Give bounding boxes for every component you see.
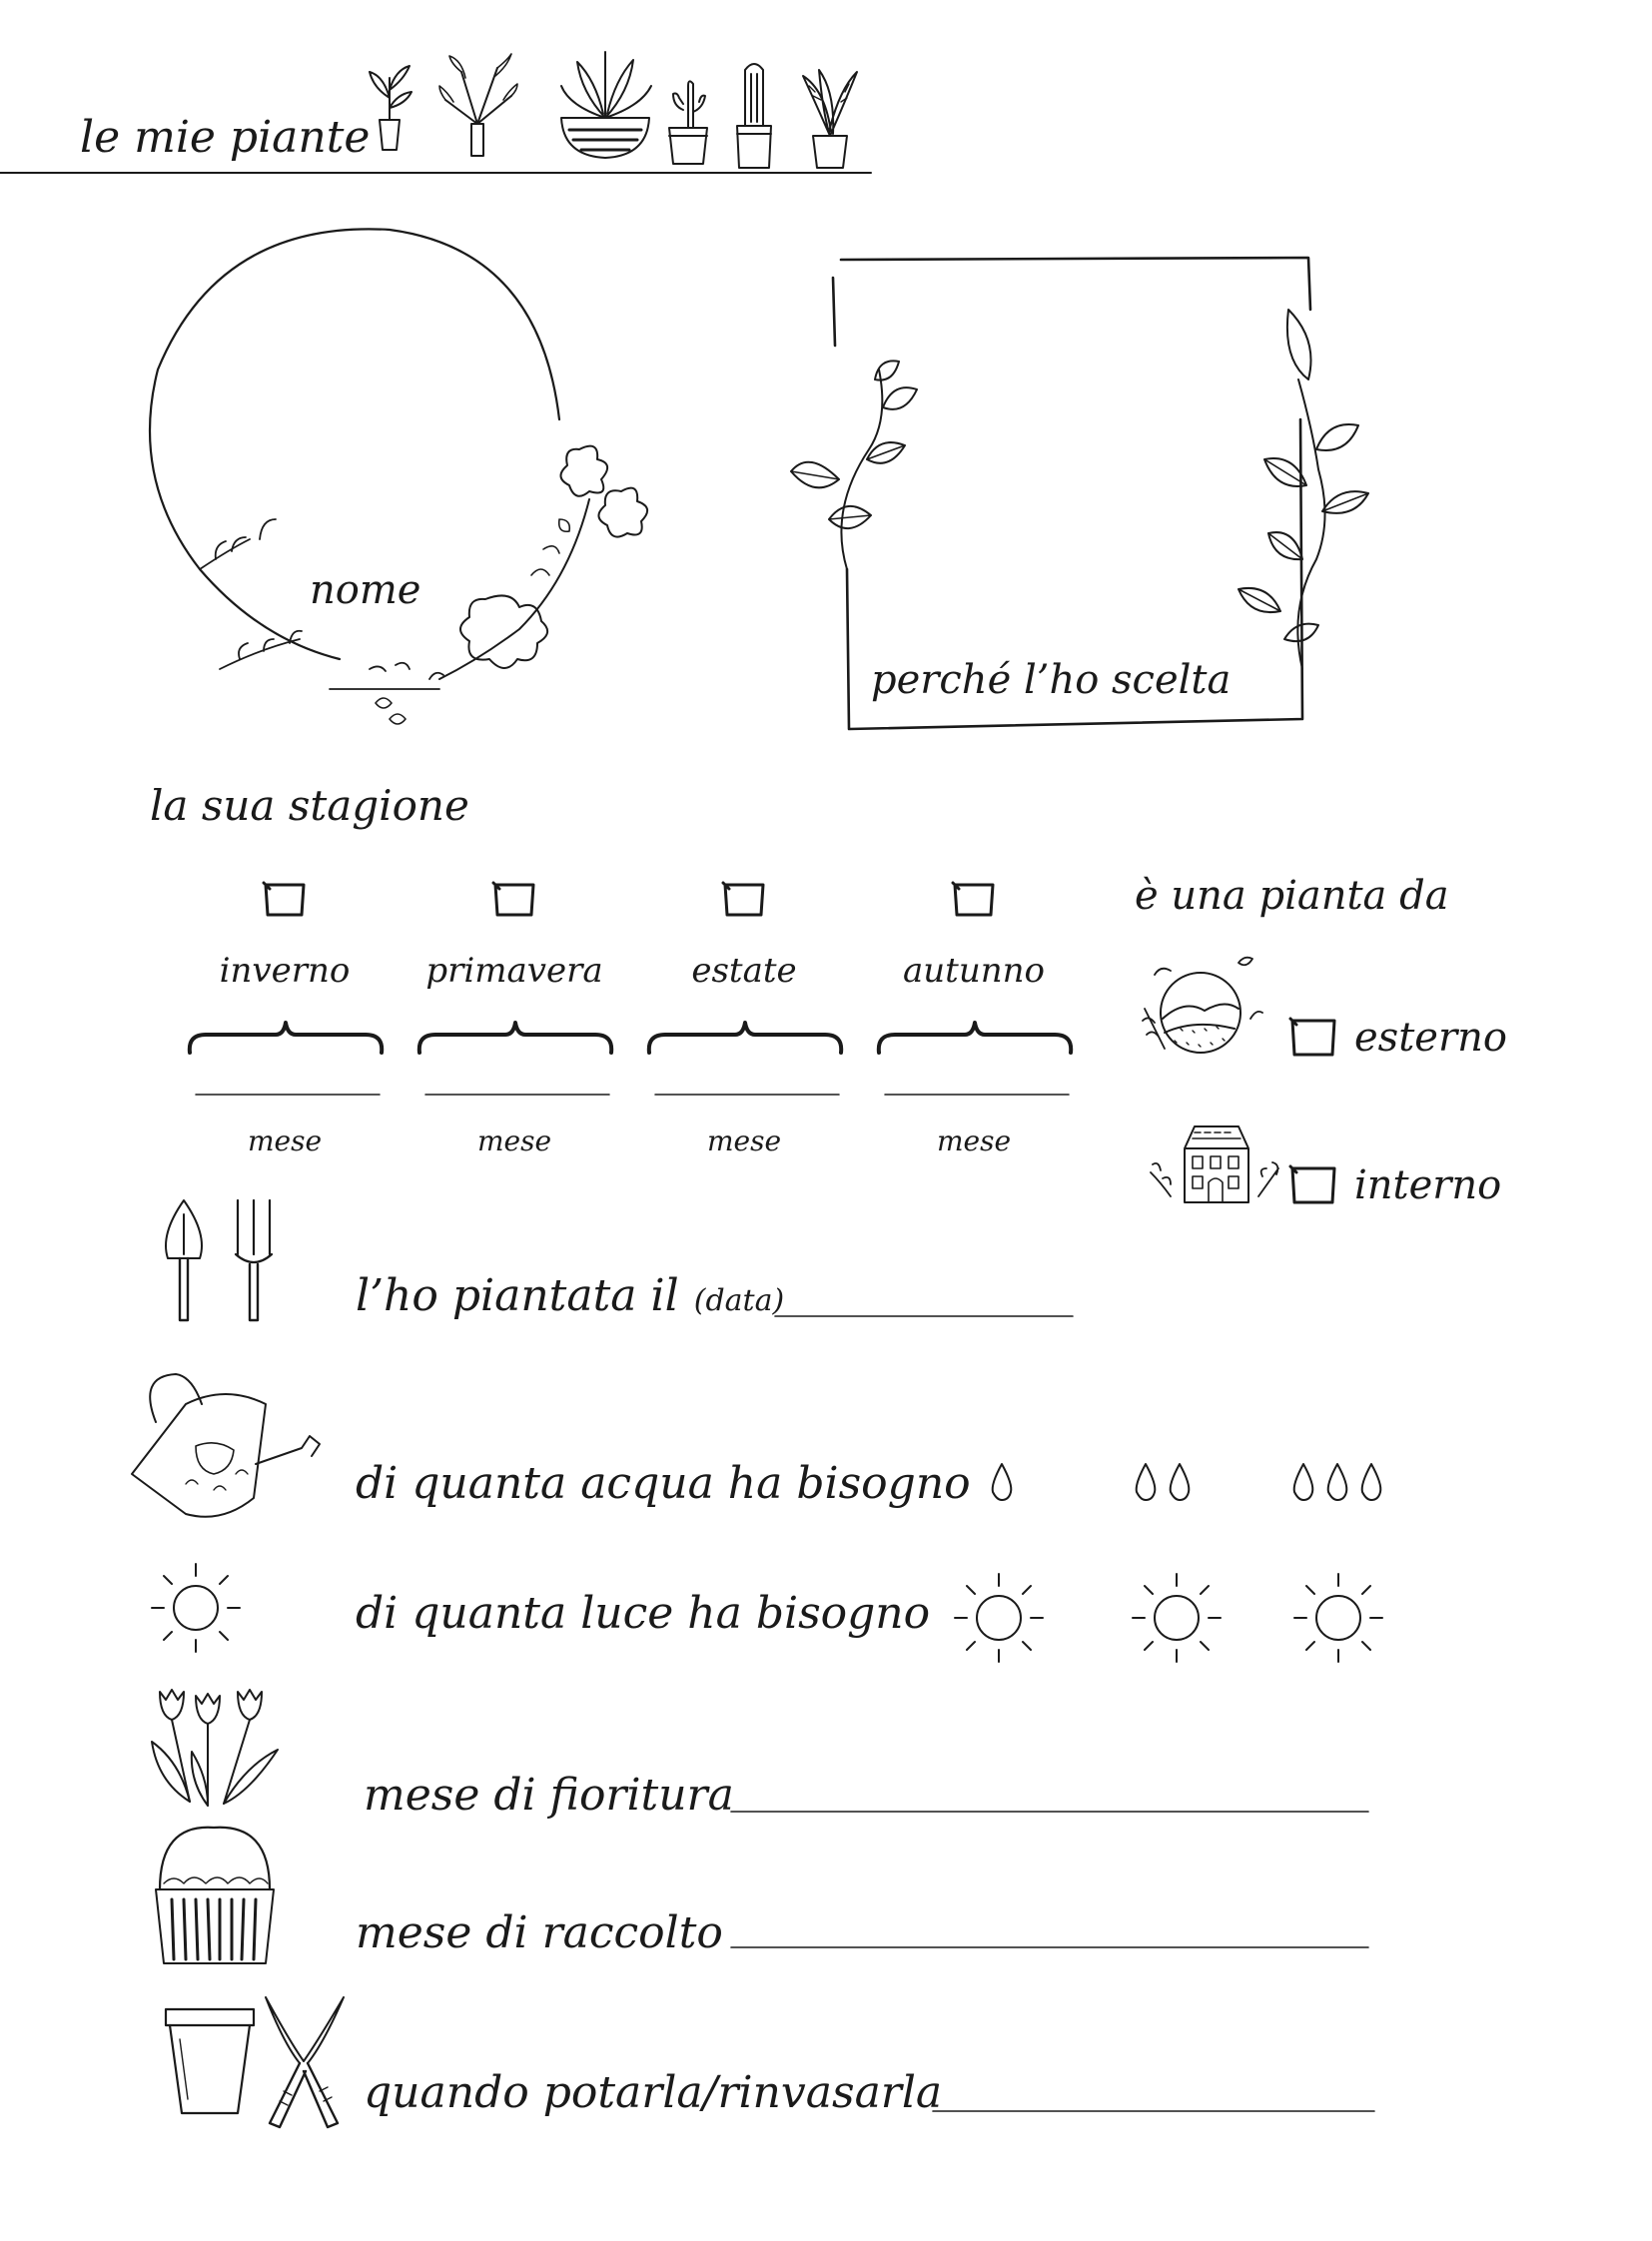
season-label: primavera [425,951,603,991]
season-label: autunno [903,951,1045,991]
cactus-icon [663,70,713,170]
outdoor-label: esterno [1354,1015,1507,1061]
season-checkbox-estate[interactable] [719,879,769,919]
season-checkbox-inverno[interactable] [260,879,310,919]
landscape-icon [1135,949,1264,1069]
planted-date-line[interactable] [773,1314,1077,1318]
season-label: estate [691,951,797,991]
season-option-autunno[interactable] [869,879,1079,1178]
month-label: mese [476,1124,552,1157]
water-label: di quanta acqua ha bisogno [356,1458,971,1509]
watering-can-icon [126,1364,326,1530]
sun-icon [146,1558,246,1658]
season-brace [875,1019,1075,1059]
season-brace [415,1019,615,1059]
season-title: la sua stagione [150,781,469,830]
location-title: è una pianta da [1135,873,1449,919]
season-option-primavera[interactable] [410,879,619,1178]
month-line [423,1093,613,1097]
house-icon [1145,1113,1284,1212]
bloom-label: mese di fioritura [364,1770,734,1821]
name-wreath [140,220,659,729]
month-label: mese [247,1124,323,1157]
month-label: mese [706,1124,782,1157]
bloom-line[interactable] [729,1810,1372,1814]
indoor-checkbox[interactable] [1286,1162,1340,1206]
season-option-estate[interactable] [639,879,849,1178]
planted-hint: (data) [693,1283,785,1318]
pruning-shears-icon [260,1991,350,2131]
basket-icon [150,1824,280,1967]
water-level-2-icon[interactable] [1131,1460,1199,1504]
page-title: le mie piante [80,112,371,163]
reason-label: perché l’ho scelta [871,657,1232,703]
light-level-3-icon[interactable] [1288,1568,1388,1668]
month-label: mese [936,1124,1012,1157]
prune-line[interactable] [931,2109,1378,2113]
planted-row [356,1270,784,1321]
season-brace [645,1019,845,1059]
name-label: nome [310,567,421,613]
garden-tools-icon [156,1194,286,1334]
season-checkbox-autunno[interactable] [949,879,999,919]
light-level-2-icon[interactable] [1127,1568,1227,1668]
indoor-label: interno [1354,1162,1502,1208]
harvest-line[interactable] [729,1945,1372,1949]
season-option-inverno[interactable] [180,879,390,1178]
striped-leaf-plant-icon [795,62,865,172]
potted-plant-icon [360,58,419,158]
tall-cactus-icon [729,56,779,172]
season-label: inverno [219,951,351,991]
hanging-plant-icon [437,52,517,162]
light-level-1-icon[interactable] [949,1568,1049,1668]
outdoor-checkbox[interactable] [1286,1015,1340,1059]
tulips-icon [150,1682,280,1812]
season-brace [186,1019,386,1059]
harvest-label: mese di raccolto [356,1907,723,1958]
planted-label: l’ho piantata il [356,1270,679,1321]
flower-pot-icon [160,2003,260,2117]
light-label: di quanta luce ha bisogno [356,1588,931,1639]
water-level-3-icon[interactable] [1288,1460,1392,1504]
month-line [653,1093,843,1097]
prune-label: quando potarla/rinvasarla [364,2067,943,2118]
month-line [883,1093,1073,1097]
season-checkbox-primavera[interactable] [489,879,539,919]
water-level-1-icon[interactable] [987,1460,1017,1504]
bowl-plant-icon [555,42,655,166]
month-line [194,1093,384,1097]
